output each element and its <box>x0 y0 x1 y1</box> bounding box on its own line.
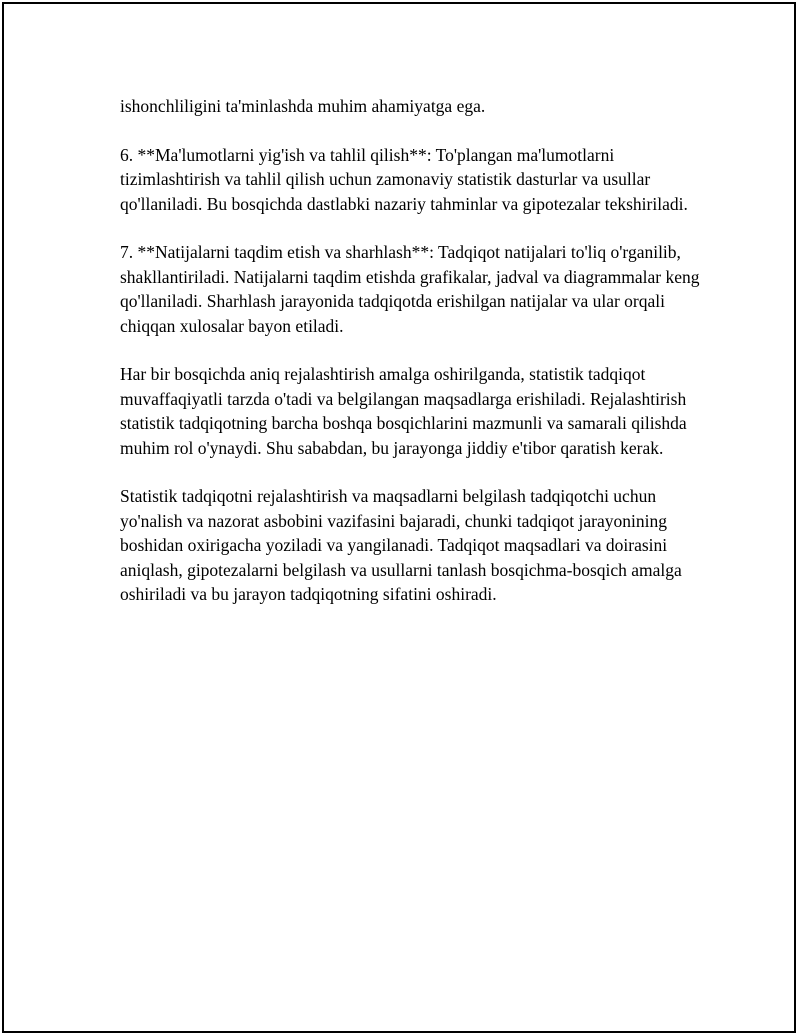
paragraph-step-6: 6. **Ma'lumotlarni yig'ish va tahlil qilish**: To'plangan ma'lumotlarni tizimlashtirish va tahlil qilish uchun zamonaviy statistik dasturlar va usullar qo'llaniladi. Bu bosqichda dastlabki nazariy tahminlar va gipotezalar tekshiriladi. <box>120 144 688 214</box>
document-body <box>120 94 700 631</box>
paragraph-planning-summary: Har bir bosqichda aniq rejalashtirish amalga oshirilganda, statistik tadqiqot muvaffaqiyatli tarzda o'tadi va belgilangan maqsadlarga erishiladi. Rejalashtirish statistik tadqiqotning barcha boshqa bosqichlarini mazmunli va samarali qilishda muhim rol o'ynaydi. Shu sababdan, bu jarayonga jiddiy e'tibor qaratish kerak. <box>120 364 687 458</box>
page-frame <box>2 2 796 1033</box>
paragraph-continuation: ishonchliligini ta'minlashda muhim ahamiyatga ega. <box>120 96 486 116</box>
paragraph-conclusion: Statistik tadqiqotni rejalashtirish va maqsadlarni belgilash tadqiqotchi uchun yo'nalish va nazorat asbobini vazifasini bajaradi, chunki tadqiqot jarayonining boshidan oxirigacha yoziladi va yangilanadi. Tadqiqot maqsadlari va doirasini aniqlash, gipotezalarni belgilash va usullarni tanlash bosqichma-bosqich amalga oshiriladi va bu jarayon tadqiqotning sifatini oshiradi. <box>120 486 682 605</box>
paragraph-step-7: 7. **Natijalarni taqdim etish va sharhlash**: Tadqiqot natijalari to'liq o'rganilib, shakllantiriladi. Natijalarni taqdim etishda grafikalar, jadval va diagrammalar keng qo'llaniladi. Sharhlash jarayonida tadqiqotda erishilgan natijalar va ular orqali chiqqan xulosalar bayon etiladi. <box>120 242 700 336</box>
